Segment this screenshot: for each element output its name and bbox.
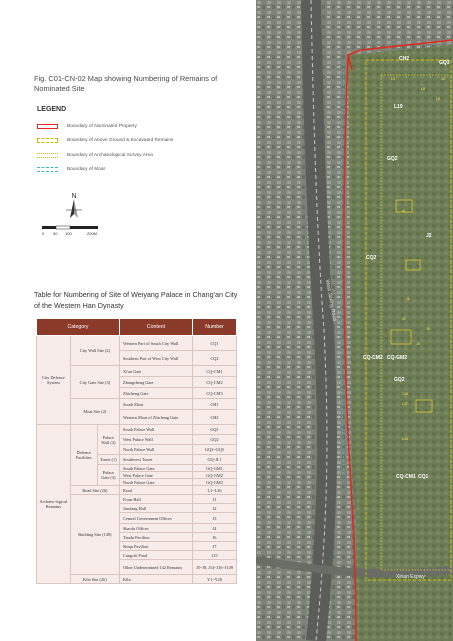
map-label: L3 xyxy=(391,77,395,81)
number-cell: Y1~Y26 xyxy=(193,575,237,584)
legend-label: Boundary of Moat xyxy=(67,167,105,173)
scale-label: 50 xyxy=(53,231,58,236)
content-cell: Shiqu Pavilion xyxy=(120,542,193,551)
subcategory-cell: Defence Facilities xyxy=(70,425,97,486)
content-cell: Central Government Offices xyxy=(120,513,193,524)
number-cell: CQ-CM3 xyxy=(193,388,237,399)
map-label: CQ2 xyxy=(366,255,377,261)
subcategory-cell: Road Site (26) xyxy=(70,486,119,495)
subcategory-cell: Building Site (149) xyxy=(70,495,119,575)
number-cell: J15 xyxy=(193,551,237,560)
legend-item-survey-area xyxy=(37,148,237,163)
content-cell: Front Hall xyxy=(120,495,193,504)
north-label: N xyxy=(71,193,77,200)
map-label: J1 xyxy=(402,317,406,321)
legend-label: Boundary of Archaeological Survey Area xyxy=(67,152,153,158)
number-cell: GQ-JL1 xyxy=(193,455,237,465)
legend-item-nominated-property xyxy=(37,119,237,134)
content-cell: Southwest Turret xyxy=(120,455,193,465)
number-cell: GQ2 xyxy=(193,435,237,445)
number-cell: CQ2 xyxy=(193,351,237,366)
subcategory-cell: Moat Site (2) xyxy=(70,399,119,425)
number-cell: J5~J8, J14~J16~J149 xyxy=(193,560,237,575)
number-cell: J7 xyxy=(193,542,237,551)
legend-item-moat xyxy=(37,163,237,178)
map-label: J3 xyxy=(441,77,445,81)
content-cell: South Palace Gate xyxy=(120,465,193,472)
content-cell: Southern Part of West City Wall xyxy=(120,351,193,366)
number-cell: GQ-GM2 xyxy=(193,472,237,479)
map-label: CQ-CM1 xyxy=(396,474,416,480)
map-label: L17 xyxy=(402,402,408,406)
content-cell: Other Undetermined 142 Remains xyxy=(120,560,193,575)
map-label: GQ2 xyxy=(394,377,405,383)
map-label: L19 xyxy=(394,104,403,110)
map-label: L8 xyxy=(421,87,425,91)
map-label: J8 xyxy=(426,327,430,331)
cyan-dashed-swatch-icon xyxy=(37,167,58,172)
figure-title: Fig. C01-CN-02 Map showing Numbering of Remains of Nominated Site xyxy=(34,74,218,93)
map-label: CQ1 xyxy=(418,474,429,480)
subcategory-cell: Turret (1) xyxy=(97,455,119,465)
yellow-dotted-swatch-icon xyxy=(37,153,58,158)
content-cell: Zhicheng Gate xyxy=(120,388,193,399)
number-cell: GQ3~GQ5 xyxy=(193,445,237,455)
content-cell: West Palace Wall xyxy=(120,435,193,445)
content-cell: Western Moat of Zhicheng Gate xyxy=(120,410,193,425)
map-label: L9 xyxy=(436,97,440,101)
number-cell: GQ-GM3 xyxy=(193,479,237,486)
number-cell: J2 xyxy=(193,504,237,513)
map-label: J2 xyxy=(426,233,432,239)
number-cell: J6 xyxy=(193,533,237,542)
map-label: GQ2 xyxy=(387,156,398,162)
content-cell: Xi'an Gate xyxy=(120,366,193,377)
number-cell: J4 xyxy=(193,524,237,533)
content-cell: Cangchi Pond xyxy=(120,551,193,560)
number-cell: L1~L26 xyxy=(193,486,237,495)
content-cell: Western Part of South City Wall xyxy=(120,336,193,351)
number-cell: J1 xyxy=(193,495,237,504)
table-row xyxy=(37,336,237,351)
map-label: CH2 xyxy=(399,56,410,62)
table-row xyxy=(37,425,237,435)
subcategory-cell: City Gate Site (3) xyxy=(70,366,119,399)
table-header-row xyxy=(37,319,237,336)
number-cell: CH1 xyxy=(193,399,237,410)
content-cell: South Palace Wall xyxy=(120,425,193,435)
content-cell: Road xyxy=(120,486,193,495)
map-label: J6 xyxy=(406,297,410,301)
content-cell: Shaofu Offices xyxy=(120,524,193,533)
road-label: West Jiuxing Road xyxy=(324,279,338,322)
content-cell: Jiaofang Hall xyxy=(120,504,193,513)
numbering-table xyxy=(36,318,237,584)
satellite-map xyxy=(256,0,453,641)
content-cell: South Moat xyxy=(120,399,193,410)
expressway-label: Xinan Expwy xyxy=(396,574,425,580)
legend-label: Boundary of Above Ground & Excavated Remains xyxy=(67,138,174,144)
subcategory-cell: Palace Wall (4) xyxy=(97,425,119,455)
map-label: CQ-CM2 xyxy=(363,355,383,361)
content-cell: North Palace Wall xyxy=(120,445,193,455)
scale-label: 0 xyxy=(42,231,45,236)
map-label: CQ-GM2 xyxy=(387,355,407,361)
subcategory-cell: Palace Gate (3) xyxy=(97,465,119,486)
map-label: GQ3 xyxy=(439,60,450,66)
header-content: Content xyxy=(120,319,193,336)
header-category: Category xyxy=(37,319,120,336)
content-cell: Tianlu Pavilion xyxy=(120,533,193,542)
category-cell: City Defence System xyxy=(37,336,71,425)
content-cell: Zhangcheng Gate xyxy=(120,377,193,388)
number-cell: CH2 xyxy=(193,410,237,425)
number-cell: CQ-CM2 xyxy=(193,377,237,388)
number-cell: GQ1 xyxy=(193,425,237,435)
map-label: J5 xyxy=(401,209,405,213)
content-cell: North Palace Gate xyxy=(120,479,193,486)
map-label: L18 xyxy=(402,392,408,396)
map-legend xyxy=(37,119,237,177)
map-label: J4 xyxy=(416,342,420,346)
legend-title: LEGEND xyxy=(37,106,67,113)
number-cell: CQ-CM1 xyxy=(193,366,237,377)
yellow-dashed-swatch-icon xyxy=(37,138,58,143)
legend-item-above-ground-remains xyxy=(37,134,237,149)
subcategory-cell: Kiln Site (26) xyxy=(70,575,119,584)
red-boundary-swatch-icon xyxy=(37,124,58,129)
map-label: L16 xyxy=(402,437,408,441)
table-title: Table for Numbering of Site of Weiyang Palace in Chang'an City of the Western Han Dynasty xyxy=(34,290,238,310)
category-cell: Archaeo-logical Remains xyxy=(37,425,71,584)
number-cell: GQ-GM1 xyxy=(193,465,237,472)
subcategory-cell: City Wall Site (2) xyxy=(70,336,119,366)
scale-label: 200M xyxy=(87,231,98,236)
scale-bar xyxy=(40,225,100,237)
legend-label: Boundary of Nominated Property xyxy=(67,123,137,129)
content-cell: Kiln xyxy=(120,575,193,584)
content-cell: West Palace Gate xyxy=(120,472,193,479)
north-arrow-icon xyxy=(62,190,86,224)
scale-label: 100 xyxy=(65,231,72,236)
header-number: Number xyxy=(193,319,237,336)
map-canvas xyxy=(256,0,453,641)
number-cell: CQ1 xyxy=(193,336,237,351)
number-cell: J3 xyxy=(193,513,237,524)
palace-site-area xyxy=(348,45,453,641)
